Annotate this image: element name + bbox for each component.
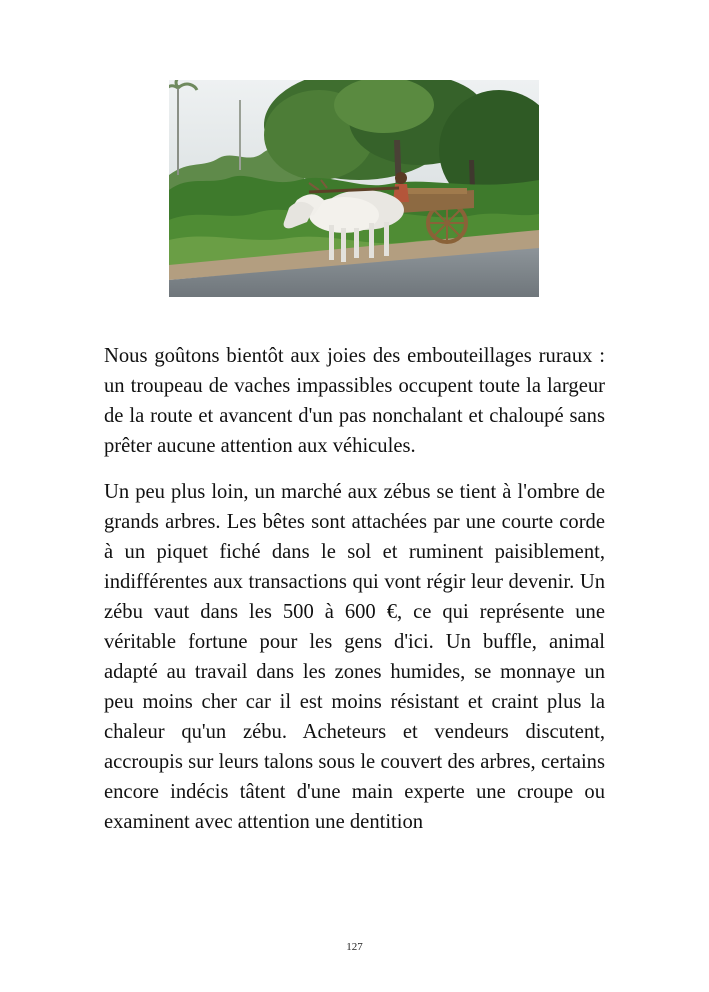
page-number: 127 [346,941,363,953]
paragraph-1: Nous goûtons bientôt aux joies des embouteillages ruraux : un troupeau de vaches impassibles occupent toute la largeur de la route et avancent d'un pas nonchalant et chaloupé sans prêter aucune attention aux véhicules. [104,345,605,457]
ox-cart-photo [169,80,539,297]
body-text [104,341,605,837]
paragraph-2: Un peu plus loin, un marché aux zébus se tient à l'ombre de grands arbres. Les bêtes sont attachées par une courte corde à un piquet fiché dans le sol et ruminent paisiblement, indifférentes aux transactions qui vont régir leur devenir. Un zébu vaut dans les 500 à 600 €, ce qui représente une véritable fortune pour les gens d'ici. Un buffle, animal adapté au travail dans les zones humides, se monnaye un peu moins cher car il est moins résistant et craint plus la chaleur qu'un zébu. Acheteurs et vendeurs discutent, accroupis sur leurs talons sous le couvert des arbres, certains encore indécis tâtent d'une main experte une croupe ou examinent avec attention une dentition [104,481,605,833]
